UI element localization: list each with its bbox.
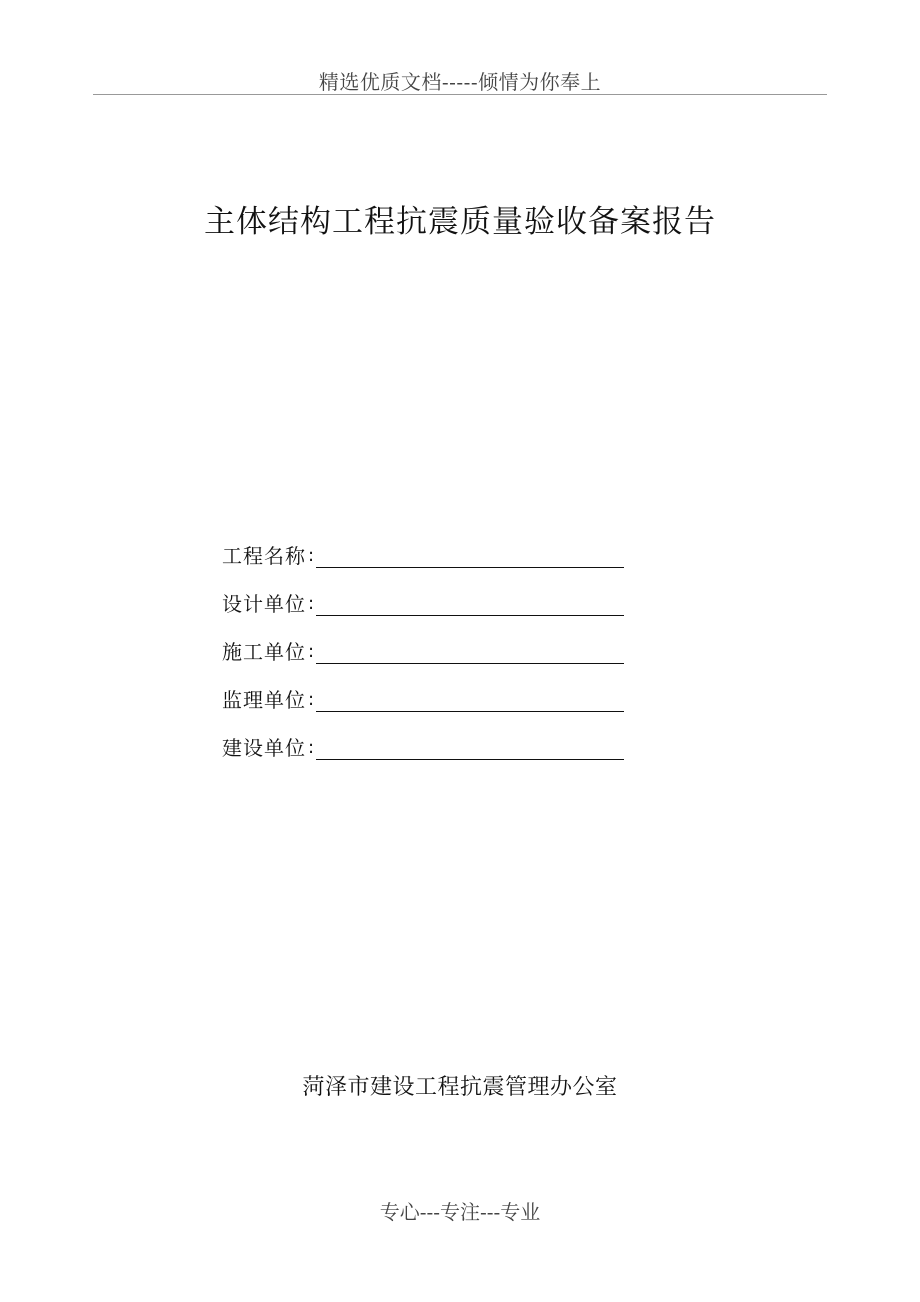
field-label: 工程名称 xyxy=(222,544,306,568)
field-construction-unit xyxy=(222,632,624,666)
field-colon: : xyxy=(308,689,315,710)
field-owner-unit xyxy=(222,728,624,762)
field-label: 设计单位 xyxy=(222,592,306,616)
field-blank-line[interactable] xyxy=(316,639,624,664)
field-colon: : xyxy=(308,641,315,662)
header-divider xyxy=(93,94,827,95)
field-colon: : xyxy=(308,593,315,614)
field-label: 建设单位 xyxy=(222,736,306,760)
field-blank-line[interactable] xyxy=(316,543,624,568)
field-project-name xyxy=(222,536,624,570)
field-blank-line[interactable] xyxy=(316,591,624,616)
page-footer: 专心---专注---专业 xyxy=(379,1200,541,1224)
field-blank-line[interactable] xyxy=(316,687,624,712)
page-header: 精选优质文档-----倾情为你奉上 xyxy=(318,70,602,94)
field-supervision-unit xyxy=(222,680,624,714)
field-label: 施工单位 xyxy=(222,640,306,664)
field-design-unit xyxy=(222,584,624,618)
field-label: 监理单位 xyxy=(222,688,306,712)
field-blank-line[interactable] xyxy=(316,735,624,760)
issuing-office: 菏泽市建设工程抗震管理办公室 xyxy=(302,1075,618,1100)
field-colon: : xyxy=(308,545,315,566)
field-colon: : xyxy=(308,737,315,758)
document-title: 主体结构工程抗震质量验收备案报告 xyxy=(204,204,716,240)
